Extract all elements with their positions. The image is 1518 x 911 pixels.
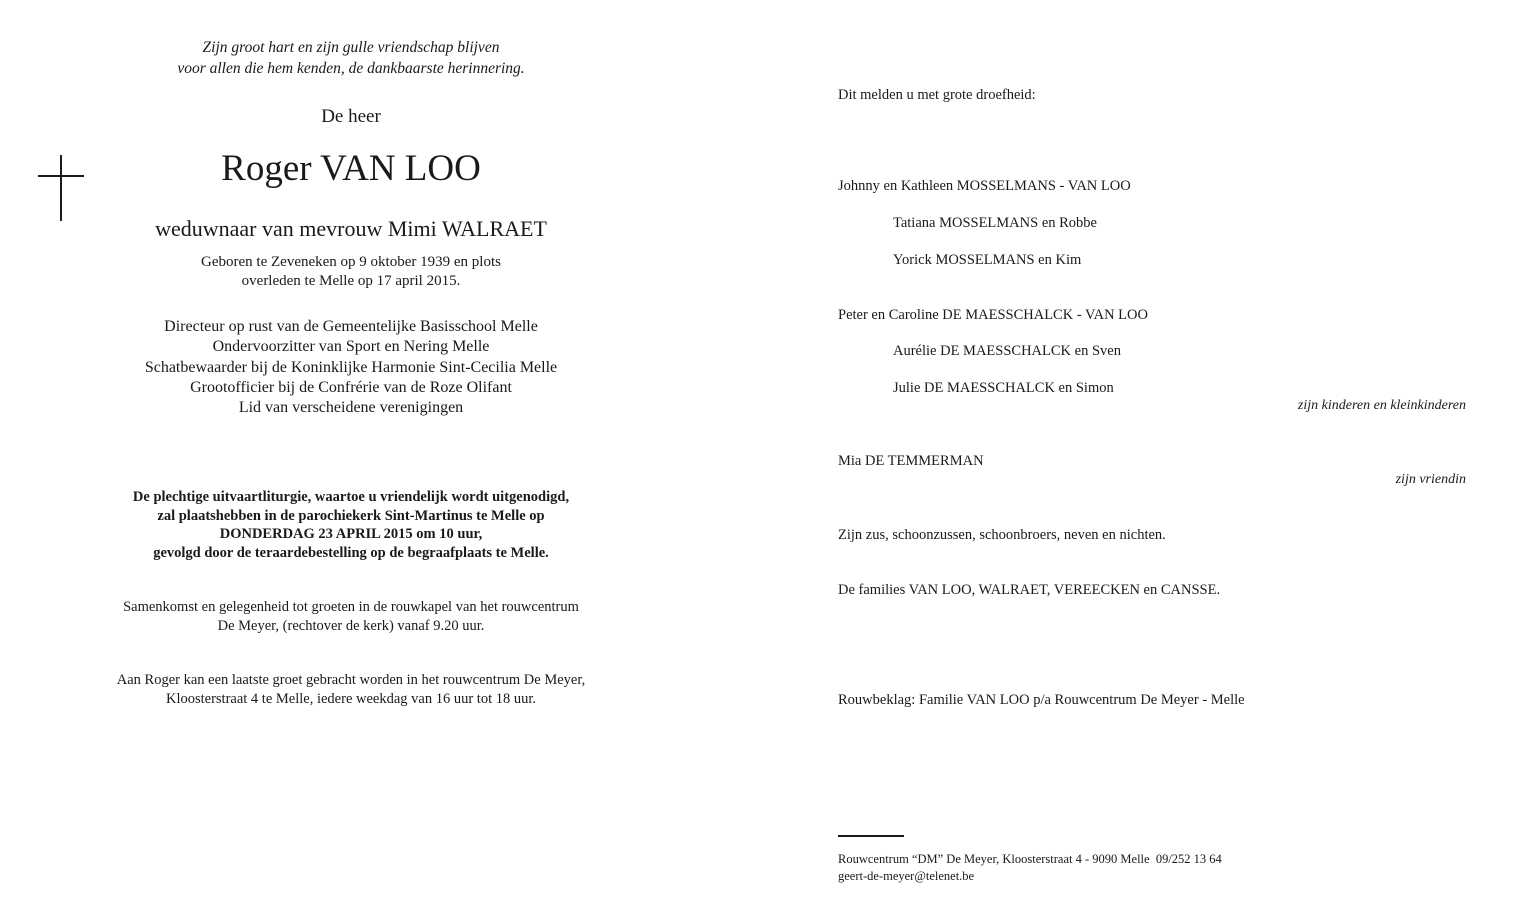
widower-line: weduwnaar van mevrouw Mimi WALRAET: [155, 216, 547, 241]
visit-line: Aan Roger kan een laatste groet gebracht worden in het rouwcentrum De Meyer,: [116, 672, 586, 688]
role-item: Lid van verscheidene verenigingen: [238, 399, 464, 417]
verse-line: voor allen die hem kenden, de dankbaarste herinnering.: [177, 60, 525, 77]
funeral-home-email[interactable]: geert-de-meyer@telenet.be: [838, 868, 975, 883]
gathering-line: De Meyer, (rechtover de kerk) vanaf 9.20 uur.: [217, 617, 485, 634]
footer-divider: [838, 835, 904, 837]
funeral-line: gevolgd door de teraardebestelling op de begraafplaats te Melle.: [153, 544, 549, 561]
verse-line: Zijn groot hart en zijn gulle vriendschap blijven: [202, 39, 500, 56]
family-parents: Johnny en Kathleen MOSSELMANS - VAN LOO: [838, 178, 1131, 194]
grandchild: Julie DE MAESSCHALCK en Simon: [893, 380, 1114, 396]
children-caption: zijn kinderen en kleinkinderen: [1297, 398, 1466, 413]
relatives-line: Zijn zus, schoonzussen, schoonbroers, neven en nichten.: [838, 527, 1166, 543]
grandchild: Tatiana MOSSELMANS en Robbe: [893, 215, 1097, 231]
funeral-home-info: [838, 851, 1222, 884]
role-item: Ondervoorzitter van Sport en Nering Melle: [212, 338, 490, 356]
friend-caption: zijn vriendin: [1395, 472, 1466, 487]
salutation: De heer: [321, 106, 381, 127]
funeral-line: De plechtige uitvaartliturgie, waartoe u vriendelijk wordt uitgenodigd,: [132, 489, 570, 505]
role-item: Schatbewaarder bij de Koninklijke Harmonie Sint-Cecilia Melle: [144, 358, 558, 376]
deceased-name: Roger VAN LOO: [221, 148, 481, 189]
birth-death-info: [60, 253, 642, 291]
memorial-verse: [60, 37, 642, 79]
gathering-line: Samenkomst en gelegenheid tot groeten in de rouwkapel van het rouwcentrum: [123, 599, 579, 615]
funeral-home-address: Rouwcentrum “DM” De Meyer, Kloosterstraat 4 - 9090 Melle 09/252 13 64: [838, 852, 1222, 866]
death-line: overleden te Melle op 17 april 2015.: [241, 273, 461, 289]
roles-list: [60, 317, 642, 418]
grandchild: Aurélie DE MAESSCHALCK en Sven: [893, 343, 1121, 359]
funeral-date: DONDERDAG 23 APRIL 2015 om 10 uur,: [219, 526, 483, 542]
visitation-info: [60, 671, 642, 709]
gathering-info: [60, 598, 642, 635]
family-parents: Peter en Caroline DE MAESSCHALCK - VAN LOO: [838, 307, 1148, 323]
grandchild: Yorick MOSSELMANS en Kim: [893, 252, 1082, 268]
condolence-address: Rouwbeklag: Familie VAN LOO p/a Rouwcentrum De Meyer - Melle: [838, 692, 1245, 708]
friend-name: Mia DE TEMMERMAN: [838, 453, 984, 469]
families-line: De families VAN LOO, WALRAET, VEREECKEN en CANSSE.: [838, 582, 1221, 598]
role-item: Directeur op rust van de Gemeentelijke Basisschool Melle: [164, 318, 538, 335]
funeral-announcement: [60, 488, 642, 562]
announcement-intro: Dit melden u met grote droefheid:: [838, 87, 1036, 103]
funeral-line: zal plaatshebben in de parochiekerk Sint-Martinus te Melle op: [157, 507, 545, 524]
birth-line: Geboren te Zeveneken op 9 oktober 1939 en plots: [201, 254, 501, 270]
visit-line: Kloosterstraat 4 te Melle, iedere weekdag van 16 uur tot 18 uur.: [165, 691, 537, 707]
role-item: Grootofficier bij de Confrérie van de Roze Olifant: [190, 378, 512, 396]
